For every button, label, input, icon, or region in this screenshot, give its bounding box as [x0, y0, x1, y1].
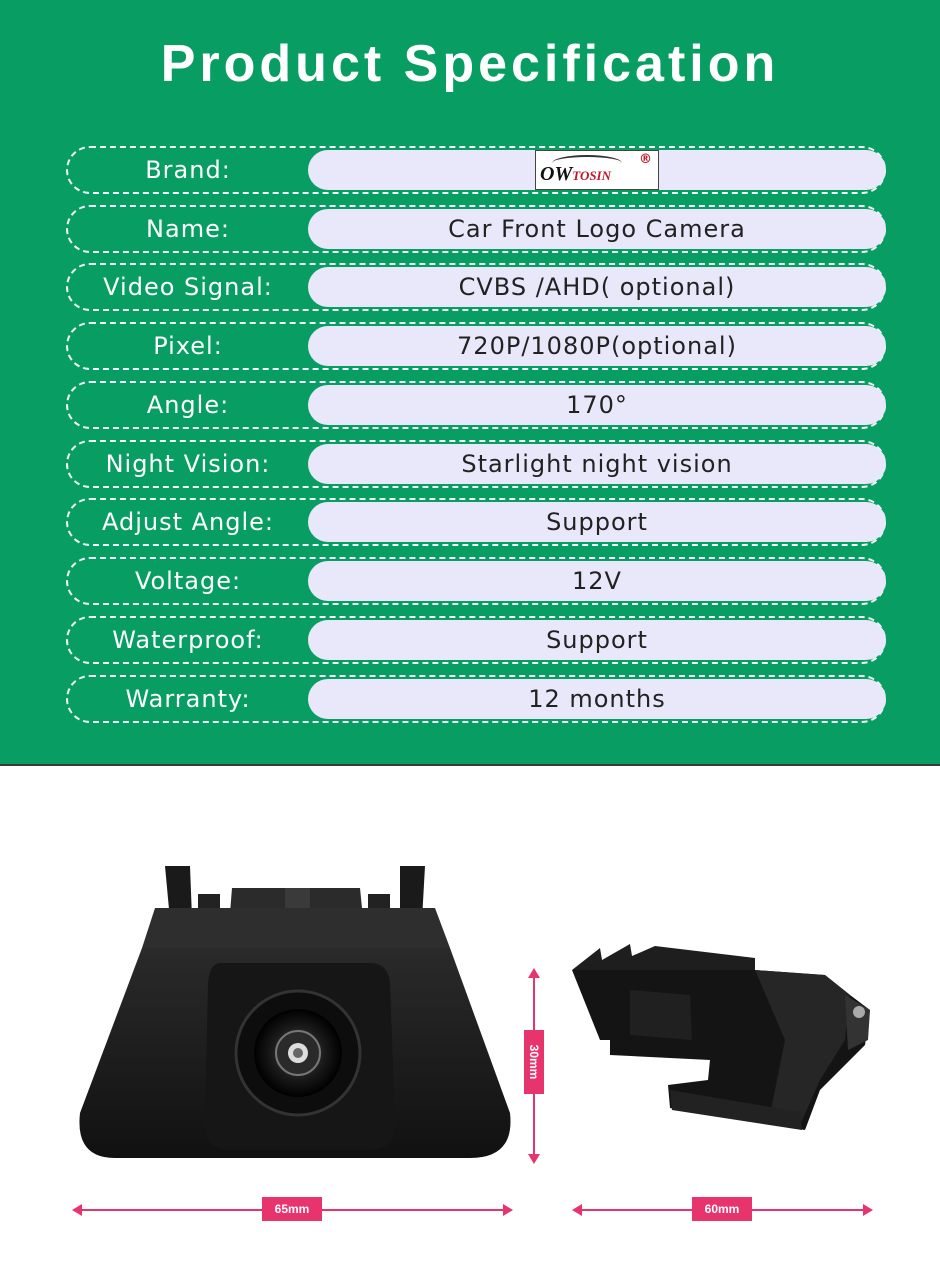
- spec-row-warranty: [66, 675, 886, 723]
- spec-label: Brand:: [145, 156, 231, 184]
- camera-side-view: [570, 940, 880, 1140]
- spec-label: Video Signal:: [103, 273, 273, 301]
- camera-front-view: [70, 858, 520, 1168]
- page-title: Product Specification: [160, 35, 780, 93]
- spec-row-name: [66, 205, 886, 253]
- spec-value-brand: [308, 150, 886, 190]
- spec-label: Waterproof:: [112, 626, 264, 654]
- spec-label: Warranty:: [125, 685, 251, 713]
- spec-row-waterproof: [66, 616, 886, 664]
- spec-value: 12V: [308, 561, 886, 601]
- spec-value: CVBS /AHD( optional): [308, 267, 886, 307]
- spec-row-brand: [66, 146, 886, 194]
- spec-value: 170°: [308, 385, 886, 425]
- side-width-badge: 60mm: [692, 1197, 752, 1221]
- spec-label: Adjust Angle:: [101, 508, 275, 536]
- spec-label: Name:: [146, 215, 230, 243]
- spec-label: Night Vision:: [105, 450, 271, 478]
- spec-value: 12 months: [308, 679, 886, 719]
- spec-row-pixel: [66, 322, 886, 370]
- front-width-badge: 65mm: [262, 1197, 322, 1221]
- spec-label: Angle:: [146, 391, 230, 419]
- spec-row-adjust-angle: [66, 498, 886, 546]
- height-badge: 30mm: [524, 1030, 544, 1094]
- spec-value: Car Front Logo Camera: [308, 209, 886, 249]
- spec-value: 720P/1080P(optional): [308, 326, 886, 366]
- spec-value: Starlight night vision: [308, 444, 886, 484]
- spec-label: Voltage:: [134, 567, 242, 595]
- spec-value: Support: [308, 620, 886, 660]
- spec-row-video-signal: [66, 263, 886, 311]
- spec-row-angle: [66, 381, 886, 429]
- spec-row-voltage: [66, 557, 886, 605]
- divider: [0, 764, 940, 766]
- spec-row-night-vision: [66, 440, 886, 488]
- spec-label: Pixel:: [153, 332, 223, 360]
- spec-value: Support: [308, 502, 886, 542]
- brand-logo: OWTOSIN ®: [535, 150, 659, 190]
